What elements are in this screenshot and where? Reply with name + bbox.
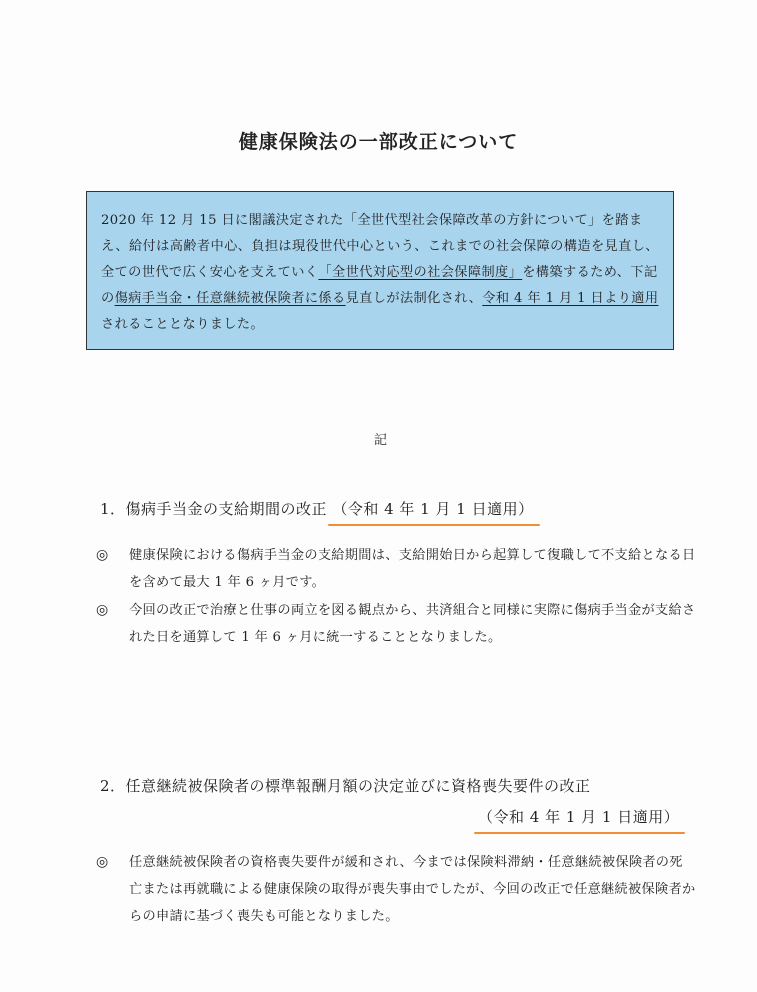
- list-item: [96, 542, 696, 596]
- notice-underline-scope: 傷病手当金・任意継続被保険者に係る: [114, 291, 346, 306]
- list-item: [96, 597, 696, 651]
- ki-marker: 記: [374, 433, 388, 448]
- section2-heading: 2．任意継続被保険者の標準報酬月額の決定並びに資格喪失要件の改正: [100, 777, 591, 795]
- double-circle-icon: ◎: [96, 547, 109, 563]
- notice-text-4: されることとなりました。: [101, 317, 265, 332]
- section1-heading: [100, 498, 534, 523]
- section1-bullets: [96, 542, 696, 652]
- list-item-text: 健康保険における傷病手当金の支給期間は、支給開始日から起算して復職して不支給となる日を含めて最大 1 年 6 ヶ月です。: [129, 548, 696, 590]
- list-item: [96, 849, 696, 930]
- notice-text-3: 見直しが法制化され、: [345, 291, 483, 306]
- double-circle-icon: ◎: [96, 854, 109, 870]
- page-title: 健康保険法の一部改正について: [238, 131, 519, 153]
- section1-date: （令和 4 年 1 月 1 日適用）: [332, 498, 533, 523]
- list-item-text: 今回の改正で治療と仕事の両立を図る観点から、共済組合と同様に実際に傷病手当金が支給された日を通算して 1 年 6 ヶ月に統一することとなりました。: [129, 603, 696, 645]
- notice-text-2: を構築するため、下記の: [101, 265, 658, 306]
- section1-title: 1．傷病手当金の支給期間の改正: [100, 500, 328, 518]
- notice-underline-date: 令和 4 年 1 月 1 日より適用: [482, 291, 659, 306]
- notice-text-1: 2020 年 12 月 15 日に閣議決定された「全世代型社会保障改革の方針について」を踏まえ、給付は高齢者中心、負担は現役世代中心という、これまでの社会保障の構造を見直し、全ての世代で広く安心を支えていく: [101, 213, 659, 280]
- double-circle-icon: ◎: [96, 602, 109, 618]
- notice-box: [86, 191, 674, 350]
- section2-date-wrap: [478, 806, 679, 831]
- section2-date: （令和 4 年 1 月 1 日適用）: [478, 806, 679, 831]
- list-item-text: 任意継続被保険者の資格喪失要件が緩和され、今までは保険料滞納・任意継続被保険者の死亡または再就職による健康保険の取得が喪失事由でしたが、今回の改正で任意継続被保険者からの申請に基づく喪失も可能となりました。: [129, 855, 696, 924]
- section2-bullets: [96, 849, 696, 931]
- notice-paragraph: [101, 208, 663, 338]
- notice-underline-policy: 「全世代対応型の社会保障制度」: [318, 265, 523, 280]
